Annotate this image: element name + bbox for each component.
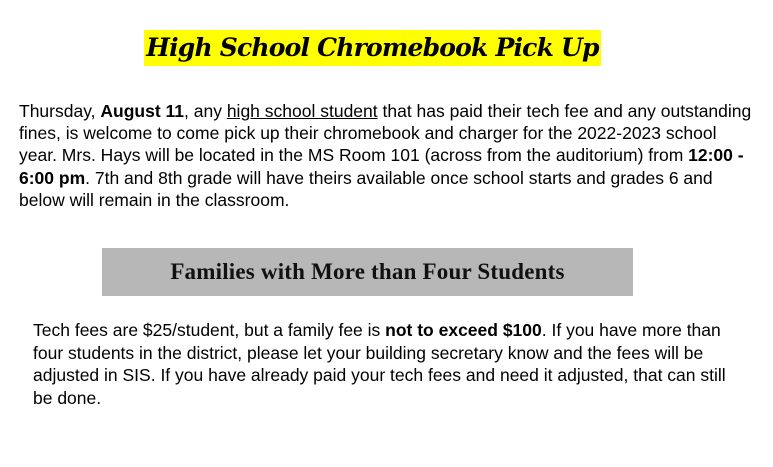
families-text-2: . If you have more than four students in the district, please let your building secretary know and the fees will be adjusted in SIS. If you have already paid your tech fees and need it adjusted, that can still be done. [33, 320, 726, 408]
families-fee-cap: not to exceed $100 [385, 320, 542, 340]
title-container [0, 30, 745, 66]
pickup-text-2: that has paid their tech fee and any outstanding fines, is welcome to come pick up their chromebook and charger for the 2022-2023 school year. Mrs. Hays will be located in the MS Room 101 (across from the auditorium) from [19, 101, 752, 166]
pickup-audience: high school student [226, 101, 378, 121]
pickup-day: Thursday, [19, 101, 101, 121]
families-paragraph [33, 319, 733, 409]
pickup-text-3: . 7th and 8th grade will have theirs available once school starts and grades 6 and below will remain in the classroom. [19, 167, 713, 210]
pickup-date: August 11 [100, 101, 185, 121]
pickup-time: 12:00 - 6:00 pm [19, 145, 744, 188]
families-heading: Families with More than Four Students [170, 259, 565, 284]
pickup-text-1: , any [184, 101, 227, 121]
families-text-1: Tech fees are $25/student, but a family fee is [33, 320, 386, 340]
pickup-paragraph [19, 100, 759, 211]
page-title: High School Chromebook Pick Up [144, 30, 600, 66]
families-heading-band [102, 248, 633, 296]
